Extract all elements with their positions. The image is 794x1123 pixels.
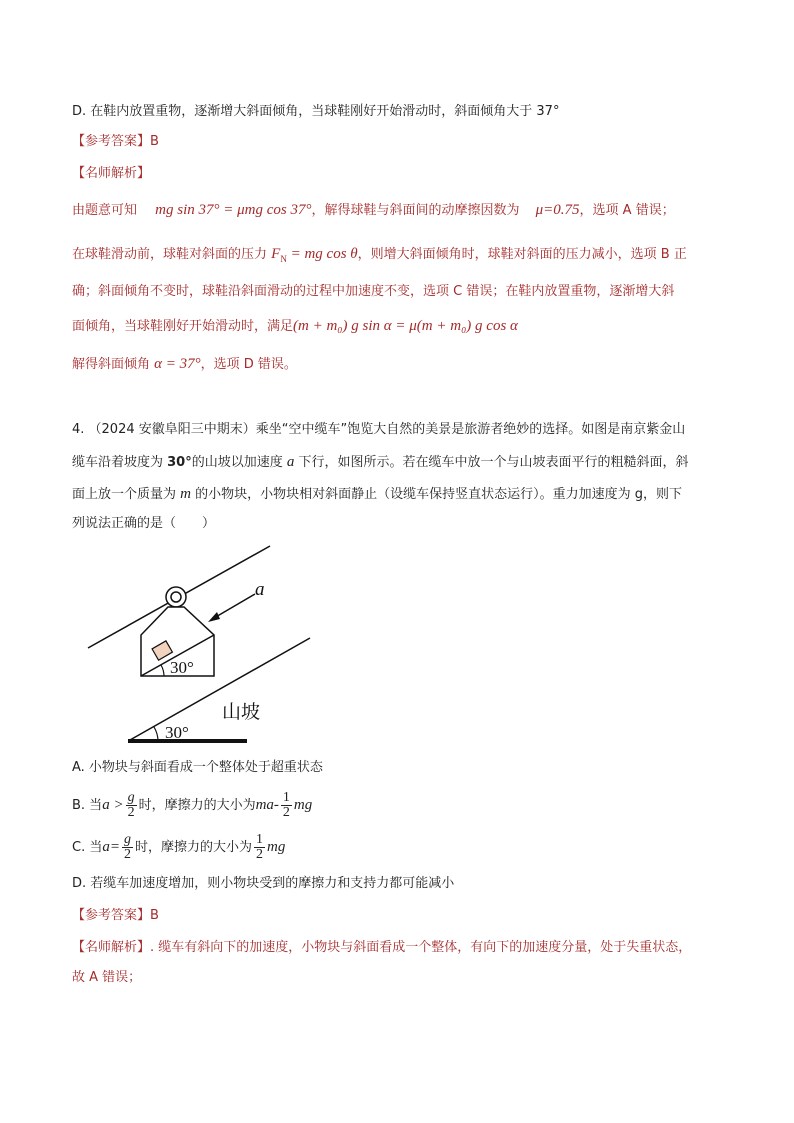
fraction: $\frac{1}{2}$ (282, 790, 290, 820)
accel-arrow-head (208, 612, 220, 622)
text: ，解得球鞋与斜面间的动摩擦因数为 (311, 203, 520, 218)
fraction: $\frac{g}{2}$ (123, 832, 131, 862)
q4-option-b (72, 790, 312, 820)
accel-arrow-shaft (214, 594, 255, 618)
text: B. 当 (72, 798, 103, 813)
condition: a > (102, 797, 124, 813)
value: mg (266, 839, 286, 855)
q4-option-a: A. 小物块与斜面看成一个整体处于超重状态 (72, 760, 323, 775)
accel-symbol: a (286, 454, 295, 470)
equation: (m + m₀) g sin α = μ(m + m₀) g cos α (293, 318, 518, 334)
text: ，选项 D 错误。 (200, 357, 297, 372)
answer-label: 【参考答案】 (72, 908, 151, 923)
pulley-inner (171, 592, 181, 602)
q3-analysis-line-1 (72, 200, 675, 221)
text: 面倾角，当球鞋刚好开始滑动时，满足 (72, 319, 294, 334)
text: ，则增大斜面倾角时，球鞋对斜面的压力减小，选项 B 正 (357, 247, 687, 262)
analysis-label: 【名师解析】. (72, 940, 155, 955)
slope-angle-label: 30° (165, 723, 189, 742)
q3-analysis-label (72, 164, 150, 184)
text: 解得斜面倾角 (72, 357, 151, 372)
answer-label: 【参考答案】 (72, 134, 151, 149)
equation: α = 37° (154, 356, 201, 372)
text: C. 当 (72, 840, 103, 855)
q3-option-d: D. 在鞋内放置重物，逐渐增大斜面倾角，当球鞋刚好开始滑动时，斜面倾角大于 37° (72, 104, 560, 119)
text: 的山坡以加速度 (191, 455, 287, 470)
q3-analysis-line-4 (72, 316, 518, 337)
text: 下行，如图所示。若在缆车中放一个与山坡表面平行的粗糙斜面，斜 (294, 455, 689, 470)
text: 时，摩擦力的大小为 (134, 840, 252, 855)
text: 时，摩擦力的大小为 (138, 798, 256, 813)
q3-analysis-line-2 (72, 244, 687, 269)
q4-stem-line-2 (72, 452, 689, 473)
q4-stem-line-1: 4. （2024 安徽阜阳三中期末）乘坐“空中缆车”饱览大自然的美景是旅游者绝妙的选择。如图是南京紫金山 (72, 422, 686, 437)
text: 面上放一个质量为 (72, 487, 181, 502)
text: 缆车沿着坡度为 (72, 455, 168, 470)
text: 缆车有斜向下的加速度，小物块与斜面看成一个整体，有向下的加速度分量，处于失重状态， (154, 940, 692, 955)
q4-stem-line-3 (72, 484, 682, 505)
q3-analysis-line-3: 确；斜面倾角不变时，球鞋沿斜面滑动的过程中加速度不变，选项 C 错误；在鞋内放置重物，逐渐增大斜 (72, 284, 675, 299)
q3-answer-line (72, 132, 159, 152)
analysis-label: 【名师解析】 (72, 166, 151, 181)
answer-value: B (150, 134, 159, 149)
condition: a= (102, 839, 120, 855)
q4-analysis-line-1 (72, 938, 691, 958)
answer-value: B (150, 908, 159, 923)
value: ma- (255, 797, 279, 813)
text: ，选项 A 错误； (579, 203, 675, 218)
value: mg (293, 797, 313, 813)
q3-analysis-line-5 (72, 354, 297, 375)
slope-degree: 30° (167, 455, 192, 470)
equation: $F_N$ = mg cos θ (271, 246, 358, 264)
inner-angle-label: 30° (170, 658, 194, 677)
fraction: $\frac{g}{2}$ (127, 790, 135, 820)
slope-angle-arc (154, 727, 158, 741)
q4-answer-line (72, 906, 159, 926)
q4-option-d: D. 若缆车加速度增加，则小物块受到的摩擦力和支持力都可能减小 (72, 876, 455, 891)
mass-symbol: m (180, 486, 191, 502)
equation: mg sin 37° = μmg cos 37° (155, 202, 312, 218)
q4-stem-line-4: 列说法正确的是（ ） (72, 516, 216, 531)
text: 由题意可知 (72, 203, 138, 218)
q4-analysis-line-2: 故 A 错误； (72, 970, 142, 985)
accel-arrow-label: a (255, 579, 265, 600)
mu-value: μ=0.75 (535, 202, 580, 218)
cable-car-diagram (84, 540, 324, 750)
slope-label: 山坡 (222, 702, 261, 723)
fraction: $\frac{1}{2}$ (255, 832, 263, 862)
q4-option-c (72, 832, 285, 862)
text: 在球鞋滑动前，球鞋对斜面的压力 (72, 247, 268, 262)
text: 的小物块，小物块相对斜面静止（设缆车保持竖直状态运行）。重力加速度为 g，则下 (190, 487, 683, 502)
